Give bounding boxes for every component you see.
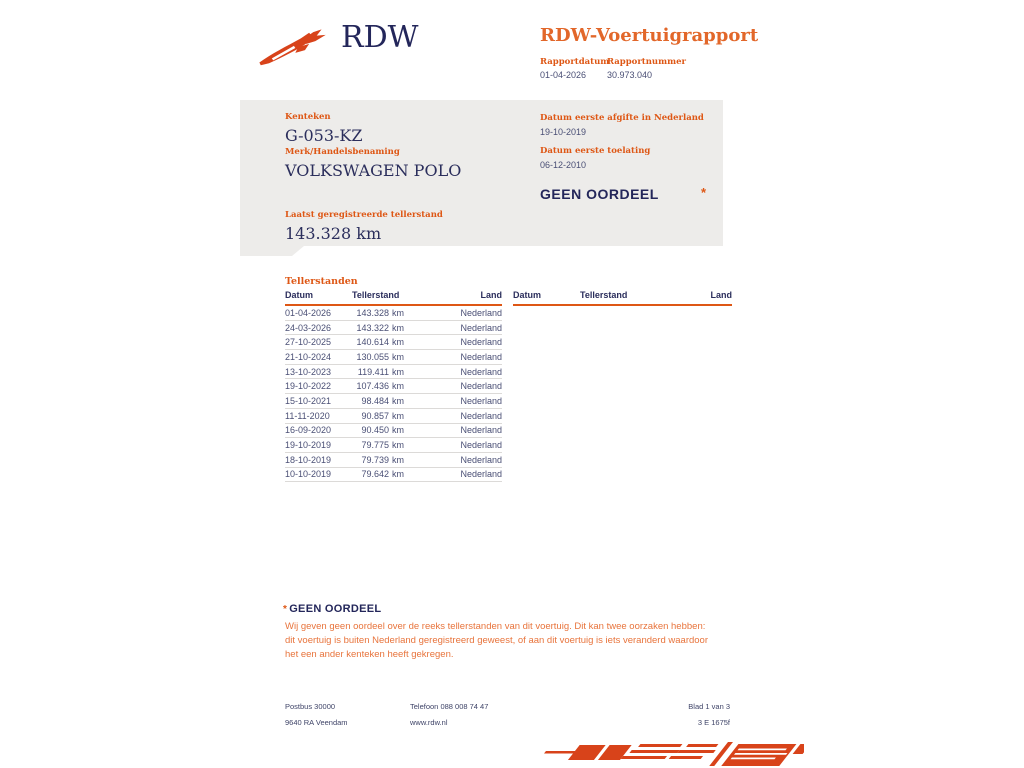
cell-tellerstand: 79.775 km <box>361 440 404 451</box>
cell-datum: 10-10-2019 <box>285 469 332 480</box>
footer-form-code: 3 E 1675f <box>697 718 730 727</box>
afgifte-group <box>540 113 704 137</box>
table-row <box>285 409 502 424</box>
toelating-label: Datum eerste toelating <box>540 146 651 156</box>
cell-datum: 15-10-2021 <box>285 395 332 406</box>
cell-tellerstand: 130.055 km <box>356 351 404 362</box>
rdw-wordmark: RDW <box>341 20 419 55</box>
cell-land: Nederland <box>460 395 502 406</box>
column-header-tellerstand: Tellerstand <box>580 290 628 300</box>
table-row <box>285 394 502 409</box>
footer-website: www.rdw.nl <box>410 718 448 727</box>
cell-tellerstand: 90.450 km <box>361 425 404 436</box>
rdw-stripes-graphic <box>538 742 804 768</box>
cell-land: Nederland <box>460 351 502 362</box>
table-header <box>285 290 502 306</box>
afgifte-value: 19-10-2019 <box>540 127 587 137</box>
cell-tellerstand: 107.436 km <box>356 381 404 392</box>
tellerstand-label: Laatst geregistreerde tellerstand <box>285 210 443 220</box>
column-header-land: Land <box>710 290 732 300</box>
cell-land: Nederland <box>460 410 502 421</box>
report-date-field <box>540 57 610 80</box>
cell-datum: 11-11-2020 <box>285 410 330 421</box>
cell-datum: 18-10-2019 <box>285 454 332 465</box>
cell-tellerstand: 79.642 km <box>361 469 404 480</box>
table-row <box>285 379 502 394</box>
footnote-body: Wij geven geen oordeel over de reeks tellerstanden van dit voertuig. Dit kan twee oorzaken hebben: dit voertuig is buiten Nederland geregistreerd geweest, of aan dit voertuig is iets veranderd waardoor het een ander kenteken heeft gekregen. <box>285 621 708 660</box>
footnote-asterisk: * <box>283 604 288 615</box>
table-row <box>285 438 502 453</box>
footnote-title <box>283 603 381 615</box>
cell-tellerstand: 140.614 km <box>356 337 404 348</box>
tellerstand-group <box>285 210 443 243</box>
cell-tellerstand: 79.739 km <box>361 454 404 465</box>
table-row <box>285 350 502 365</box>
column-header-datum: Datum <box>285 290 314 300</box>
cell-land: Nederland <box>460 440 502 451</box>
kenteken-value: G-053-KZ <box>285 126 363 145</box>
cell-datum: 01-04-2026 <box>285 307 332 318</box>
cell-tellerstand: 143.328 km <box>356 307 404 318</box>
footer-address-line1: Postbus 30000 <box>285 702 336 711</box>
footer-address <box>285 702 348 734</box>
report-date-value: 01-04-2026 <box>540 70 587 80</box>
cell-land: Nederland <box>460 381 502 392</box>
footer-phone: Telefoon 088 008 74 47 <box>410 702 489 711</box>
report-number-label: Rapportnummer <box>607 57 686 67</box>
rdw-logo <box>258 22 418 69</box>
cell-datum: 13-10-2023 <box>285 366 332 377</box>
cell-land: Nederland <box>460 307 502 318</box>
column-header-land: Land <box>480 290 502 300</box>
toelating-group <box>540 146 650 170</box>
kenteken-label: Kenteken <box>285 112 331 122</box>
table-row <box>285 365 502 380</box>
table-row <box>285 306 502 321</box>
cell-datum: 19-10-2022 <box>285 381 332 392</box>
cell-land: Nederland <box>460 322 502 333</box>
afgifte-label: Datum eerste afgifte in Nederland <box>540 113 704 123</box>
merk-value: VOLKSWAGEN POLO <box>285 161 462 180</box>
cell-land: Nederland <box>460 366 502 377</box>
cell-tellerstand: 98.484 km <box>361 395 404 406</box>
cell-tellerstand: 119.411 km <box>357 366 404 377</box>
tellerstanden-section-title: Tellerstanden <box>285 276 358 287</box>
cell-tellerstand: 143.322 km <box>356 322 404 333</box>
cell-datum: 24-03-2026 <box>285 322 332 333</box>
cell-datum: 16-09-2020 <box>285 425 332 436</box>
verdict-asterisk: * <box>701 185 707 200</box>
footer-address-line2: 9640 RA Veendam <box>285 718 348 727</box>
report-title: RDW-Voertuigrapport <box>540 25 759 46</box>
cell-tellerstand: 90.857 km <box>361 410 404 421</box>
table-row <box>285 335 502 350</box>
cell-datum: 21-10-2024 <box>285 351 332 362</box>
tellerstanden-rows <box>285 306 502 482</box>
report-number-value: 30.973.040 <box>607 70 653 80</box>
page-footer <box>285 702 730 732</box>
tellerstanden-table-right <box>513 290 732 306</box>
tellerstanden-table-left <box>285 290 502 482</box>
table-row <box>285 424 502 439</box>
vehicle-summary-panel <box>240 100 723 246</box>
report-date-label: Rapportdatum <box>540 57 610 67</box>
table-row <box>285 453 502 468</box>
toelating-value: 06-12-2010 <box>540 160 587 170</box>
column-header-datum: Datum <box>513 290 542 300</box>
cell-land: Nederland <box>460 469 502 480</box>
panel-tab-shape <box>240 246 304 256</box>
footer-contact <box>410 702 488 734</box>
rdw-falcon-icon <box>258 27 334 69</box>
footer-page-number: Blad 1 van 3 <box>688 702 730 711</box>
cell-land: Nederland <box>460 454 502 465</box>
footer-page-info <box>688 702 730 734</box>
table-header <box>513 290 732 306</box>
stripes-icon <box>538 742 804 768</box>
cell-land: Nederland <box>460 425 502 436</box>
table-row <box>285 321 502 336</box>
merk-group <box>285 147 461 180</box>
verdict-text: GEEN OORDEEL <box>540 186 659 202</box>
column-header-tellerstand: Tellerstand <box>352 290 400 300</box>
table-row <box>285 468 502 483</box>
kenteken-group <box>285 112 363 145</box>
tellerstand-value: 143.328 km <box>285 224 382 243</box>
report-meta <box>540 57 686 80</box>
cell-datum: 19-10-2019 <box>285 440 332 451</box>
report-number-field <box>607 57 686 80</box>
merk-label: Merk/Handelsbenaming <box>285 147 400 157</box>
cell-datum: 27-10-2025 <box>285 337 332 348</box>
cell-land: Nederland <box>460 337 502 348</box>
footnote-title-text: GEEN OORDEEL <box>289 603 382 615</box>
